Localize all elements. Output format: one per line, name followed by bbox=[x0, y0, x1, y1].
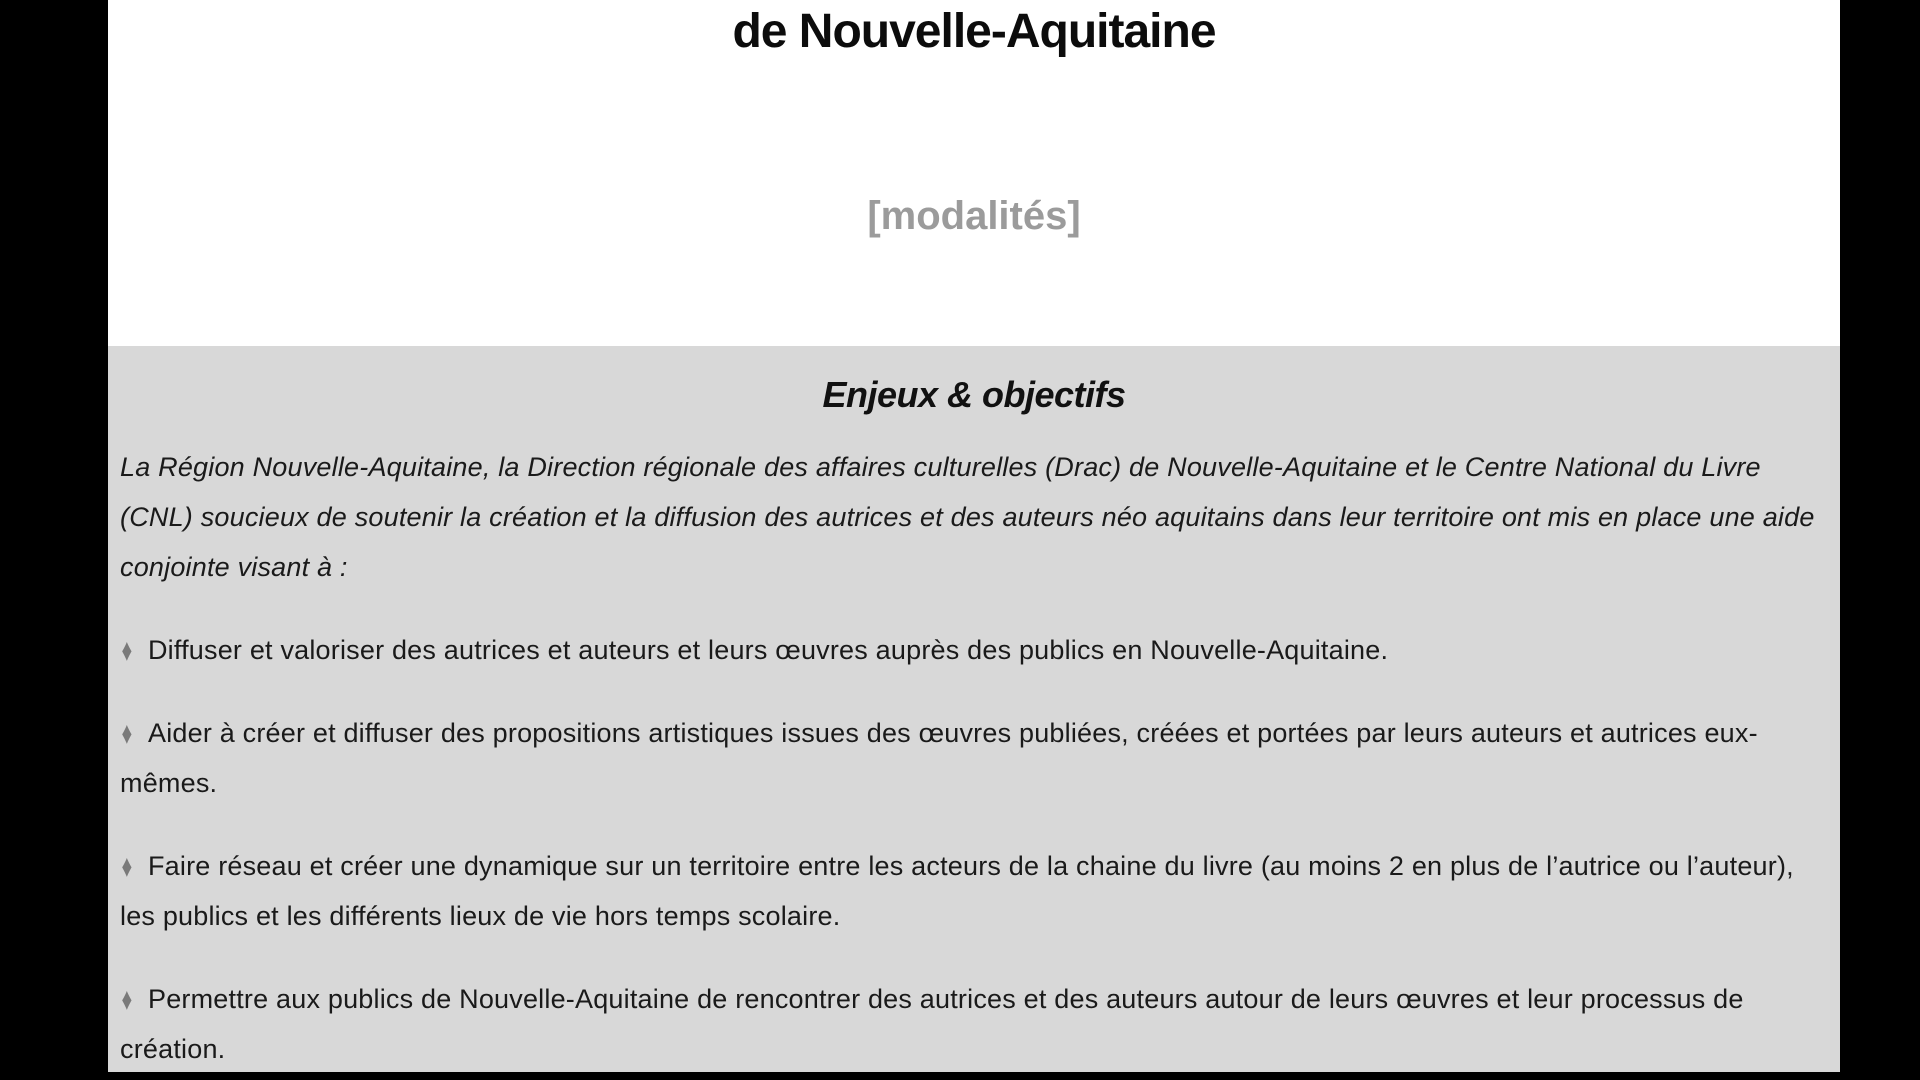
bullet-text: Diffuser et valoriser des autrices et auteurs et leurs œuvres auprès des publics en Nouvelle-Aquitaine. bbox=[147, 635, 1389, 665]
diamond-bullet-icon: ♦ bbox=[121, 848, 133, 884]
intro-paragraph: La Région Nouvelle-Aquitaine, la Direction régionale des affaires culturelles (Drac) de Nouvelle-Aquitaine et le Centre National du Livre (CNL) soucieux de soutenir la création et la diffusion des autrices et des auteurs néo aquitains dans leur territoire ont mis en place une aide conjointe visant à : bbox=[120, 452, 1815, 582]
objectives-panel bbox=[108, 346, 1840, 1072]
page-title: de Nouvelle-Aquitaine bbox=[732, 5, 1216, 58]
diamond-bullet-icon: ♦ bbox=[121, 632, 133, 668]
bullet-item bbox=[120, 974, 1826, 1072]
section-body bbox=[108, 442, 1840, 1072]
section-heading: Enjeux & objectifs bbox=[822, 374, 1126, 415]
bullet-item bbox=[120, 841, 1826, 941]
bullet-item bbox=[120, 625, 1826, 675]
bullet-text: Aider à créer et diffuser des propositions artistiques issues des œuvres publiées, créées et portées par leurs auteurs et autrices eux-mêmes. bbox=[120, 718, 1758, 798]
page-subtitle: [modalités] bbox=[867, 194, 1081, 238]
bullet-item bbox=[120, 708, 1826, 808]
diamond-bullet-icon: ♦ bbox=[121, 715, 133, 751]
diamond-bullet-icon: ♦ bbox=[121, 981, 133, 1017]
bullet-list bbox=[120, 625, 1826, 1072]
document-page bbox=[108, 0, 1840, 1072]
bullet-text: Faire réseau et créer une dynamique sur un territoire entre les acteurs de la chaine du livre (au moins 2 en plus de l’autrice ou l’auteur), les publics et les différents lieux de vie hors temps scolaire. bbox=[120, 851, 1794, 931]
bullet-text: Permettre aux publics de Nouvelle-Aquitaine de rencontrer des autrices et des auteurs autour de leurs œuvres et leur processus de création. bbox=[120, 984, 1744, 1064]
